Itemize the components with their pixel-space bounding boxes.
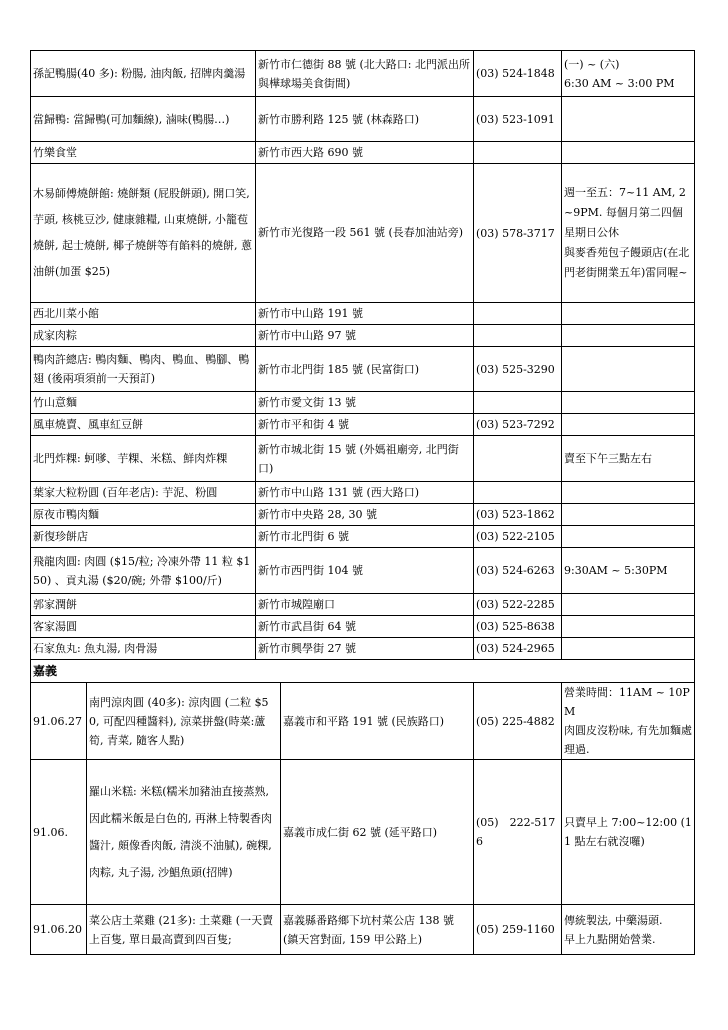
restaurant-name: 石家魚丸: 魚丸湯, 肉骨湯: [31, 638, 256, 660]
restaurant-phone: (05) 225-4882: [474, 683, 562, 760]
restaurant-name: 成家肉粽: [31, 325, 256, 347]
restaurant-phone: (03) 523-7292: [474, 414, 562, 436]
restaurant-name: 風車燒賣、風車紅豆餅: [31, 414, 256, 436]
restaurant-note: [562, 347, 695, 392]
restaurant-phone: [474, 482, 562, 504]
restaurant-phone: (03) 523-1091: [474, 97, 562, 142]
restaurant-address: 新竹市仁德街 88 號 (北大路口: 北門派出所與樺球場美食街間): [256, 51, 474, 97]
restaurant-note: [562, 482, 695, 504]
restaurant-address: 新竹市西大路 690 號: [256, 142, 474, 164]
restaurant-note: [562, 616, 695, 638]
restaurant-address: 新竹市愛文街 13 號: [256, 392, 474, 414]
table-row: [31, 51, 695, 97]
restaurant-phone: (03) 525-8638: [474, 616, 562, 638]
restaurant-list-page: [30, 50, 694, 955]
restaurant-note: [562, 97, 695, 142]
table-row: [31, 325, 695, 347]
table-row: [31, 616, 695, 638]
restaurant-address: 新竹市城隍廟口: [256, 594, 474, 616]
restaurant-name: 菜公店土菜雞 (21多): 土菜雞 (一天賣上百隻, 單日最高賣到四百隻;: [87, 905, 281, 955]
restaurant-note: [562, 504, 695, 526]
restaurant-address: 新竹市西門街 104 號: [256, 548, 474, 594]
table-row: [31, 482, 695, 504]
restaurant-note: [562, 594, 695, 616]
restaurant-name: 竹樂食堂: [31, 142, 256, 164]
restaurant-name: 西北川菜小館: [31, 303, 256, 325]
restaurant-note: [562, 638, 695, 660]
restaurant-address: 新竹市武昌街 64 號: [256, 616, 474, 638]
restaurant-name: 孫記鴨腸(40 多): 粉腸, 油肉飯, 招牌肉羹湯: [31, 51, 256, 97]
table-row: [31, 548, 695, 594]
restaurant-note: (一) ~ (六) 6:30 AM ~ 3:00 PM: [562, 51, 695, 97]
section-title: 嘉義: [31, 660, 695, 683]
restaurant-note: [562, 325, 695, 347]
restaurant-phone: (03) 522-2105: [474, 526, 562, 548]
restaurant-name: 鴨肉許總店: 鴨肉麵、鴨肉、鴨血、鴨腳、鴨翅 (後兩項須前一天預訂): [31, 347, 256, 392]
restaurant-name: 北門炸粿: 蚵嗲、芋粿、米糕、鮮肉炸粿: [31, 436, 256, 482]
section-header-row: [31, 660, 695, 683]
table-row: [31, 97, 695, 142]
restaurant-name: 郭家潤餅: [31, 594, 256, 616]
restaurant-address: 新竹市中山路 191 號: [256, 303, 474, 325]
restaurant-name: 客家湯圓: [31, 616, 256, 638]
table-row: [31, 347, 695, 392]
table-row: [31, 142, 695, 164]
table-row: [31, 164, 695, 303]
restaurant-phone: [474, 436, 562, 482]
table-row: [31, 594, 695, 616]
restaurant-phone: [474, 142, 562, 164]
restaurant-note: 只賣早上 7:00~12:00 (11 點左右就沒囉): [562, 760, 695, 905]
restaurant-name: 飛龍肉圓: 肉圓 ($15/粒; 冷凍外帶 11 粒 $150) 、貢丸湯 ($20/碗; 外帶 $100/斤): [31, 548, 256, 594]
restaurant-address: 新竹市中山路 97 號: [256, 325, 474, 347]
restaurant-address: 新竹市城北街 15 號 (外媽祖廟旁, 北門街口): [256, 436, 474, 482]
restaurant-phone: (05) 259-1160: [474, 905, 562, 955]
restaurant-address: 嘉義縣番路鄉下坑村菜公店 138 號 (鎮天宮對面, 159 甲公路上): [281, 905, 474, 955]
restaurant-phone: (03) 524-1848: [474, 51, 562, 97]
restaurant-address: 新竹市光復路一段 561 號 (長春加油站旁): [256, 164, 474, 303]
restaurant-phone: [474, 325, 562, 347]
restaurant-note: [562, 414, 695, 436]
restaurant-phone: (03) 523-1862: [474, 504, 562, 526]
restaurant-phone: (03) 578-3717: [474, 164, 562, 303]
restaurant-phone: [474, 392, 562, 414]
restaurant-phone: (03) 524-6263: [474, 548, 562, 594]
visit-date: 91.06.: [31, 760, 87, 905]
table-row: [31, 905, 695, 955]
table-row: [31, 638, 695, 660]
restaurant-name: 竹山意麵: [31, 392, 256, 414]
restaurant-address: 新竹市北門街 6 號: [256, 526, 474, 548]
restaurant-name: 南門涼肉圓 (40多): 涼肉圓 (二粒 $50, 可配四種醬料), 涼菜拼盤(時菜:蘆筍, 青菜, 隨客人點): [87, 683, 281, 760]
restaurant-phone: (03) 524-2965: [474, 638, 562, 660]
restaurant-name: 新復珍餅店: [31, 526, 256, 548]
restaurant-note: 營業時間：11AM ~ 10PM 肉圓皮沒粉味, 有先加麵處理過.: [562, 683, 695, 760]
restaurant-phone: (05) 222-5176: [474, 760, 562, 905]
restaurant-address: 新竹市勝利路 125 號 (林森路口): [256, 97, 474, 142]
table-row: [31, 392, 695, 414]
restaurant-name: 木易師傅燒餅館: 燒餅類 (屁股餅頭), 開口笑, 芋頭, 核桃豆沙, 健康雜糧, 山東燒餅, 小籠苞燒餅, 起士燒餅, 椰子燒餅等有餡料的燒餅, 蔥油餅(加蛋 $25): [31, 164, 256, 303]
table-row: [31, 760, 695, 905]
restaurant-note: 傳統製法, 中藥湯頭. 早上九點開始營業.: [562, 905, 695, 955]
visit-date: 91.06.27: [31, 683, 87, 760]
restaurant-phone: (03) 525-3290: [474, 347, 562, 392]
table-row: [31, 303, 695, 325]
restaurant-address: 嘉義市成仁街 62 號 (延平路口): [281, 760, 474, 905]
table-row: [31, 683, 695, 760]
restaurant-address: 新竹市中山路 131 號 (西大路口): [256, 482, 474, 504]
restaurant-name: 當歸鴨: 當歸鴨(可加麵線), 滷味(鴨腸…): [31, 97, 256, 142]
restaurant-address: 新竹市北門街 185 號 (民富街口): [256, 347, 474, 392]
restaurant-phone: (03) 522-2285: [474, 594, 562, 616]
restaurant-address: 新竹市中央路 28, 30 號: [256, 504, 474, 526]
restaurant-note: [562, 392, 695, 414]
table-row: [31, 436, 695, 482]
restaurant-note: 週一至五：7~11 AM, 2~9PM. 每個月第二四個星期日公休 與麥香苑包子饅頭店(在北門老街開業五年)雷同喔~: [562, 164, 695, 303]
visit-date: 91.06.20: [31, 905, 87, 955]
restaurant-note: [562, 303, 695, 325]
restaurant-name: 羅山米糕: 米糕(糯米加豬油直接蒸熟, 因此糯米飯是白色的, 再淋上特製香肉醬汁, 頗像香肉飯, 清淡不油膩), 碗粿, 肉粽, 丸子湯, 沙鯧魚頭(招牌): [87, 760, 281, 905]
restaurant-phone: [474, 303, 562, 325]
restaurant-table: [30, 50, 695, 955]
restaurant-note: [562, 142, 695, 164]
restaurant-note: [562, 526, 695, 548]
restaurant-note: 賣至下午三點左右: [562, 436, 695, 482]
restaurant-address: 新竹市興學街 27 號: [256, 638, 474, 660]
restaurant-address: 新竹市平和街 4 號: [256, 414, 474, 436]
table-row: [31, 414, 695, 436]
table-row: [31, 504, 695, 526]
restaurant-name: 原夜市鴨肉麵: [31, 504, 256, 526]
restaurant-name: 葉家大粒粉圓 (百年老店): 芋泥、粉圓: [31, 482, 256, 504]
restaurant-address: 嘉義市和平路 191 號 (民族路口): [281, 683, 474, 760]
table-row: [31, 526, 695, 548]
restaurant-note: 9:30AM ~ 5:30PM: [562, 548, 695, 594]
